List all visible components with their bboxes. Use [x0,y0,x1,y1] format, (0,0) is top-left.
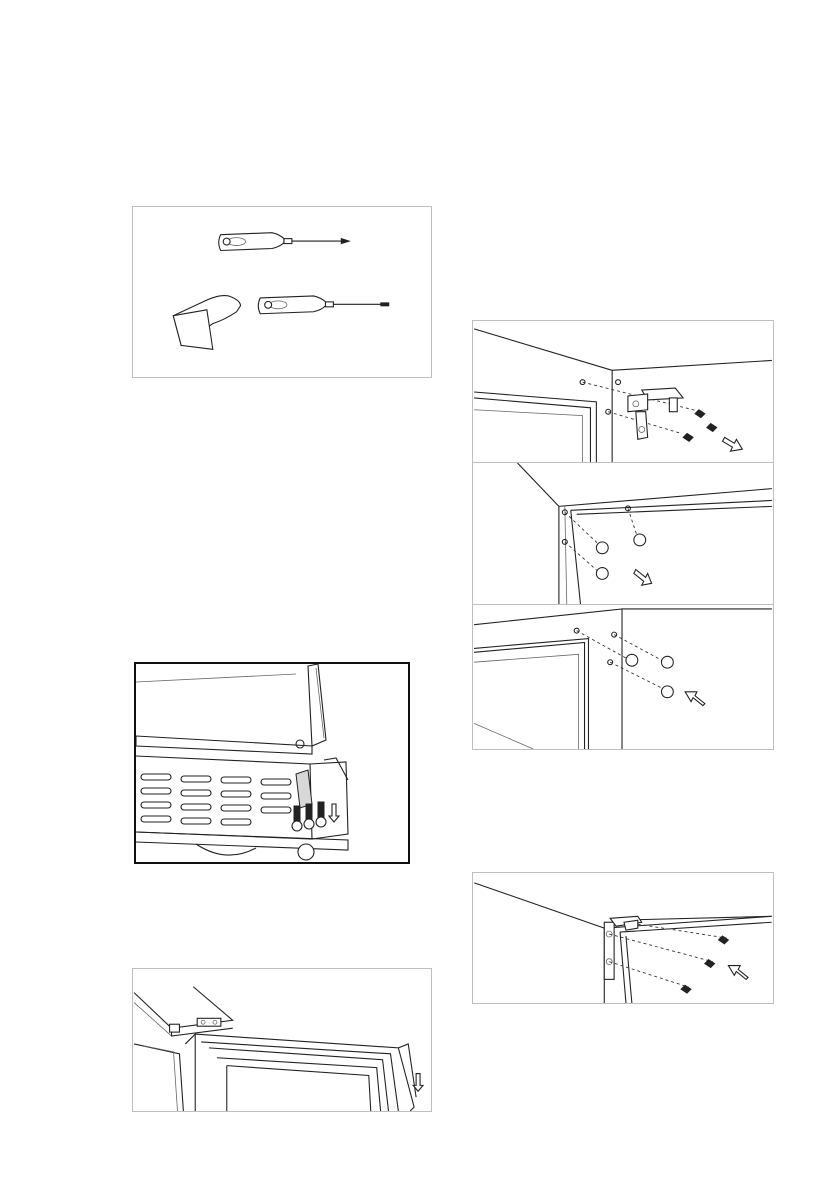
figure-plugs-insert [472,604,774,750]
screwdriver-icon [258,296,388,314]
figure-plugs-remove [472,462,774,606]
arrow-icon [728,966,748,980]
figure-door-remove [132,968,432,1112]
figure-hinge-detach [472,320,774,464]
arrow-icon [723,437,743,451]
down-arrow-icon [329,804,339,822]
screws [681,936,728,993]
hinge-bolts [292,802,326,831]
screwdriver-icon [219,233,349,251]
door-remove-illustration [133,969,431,1111]
vent-slots [141,774,291,825]
tools-illustration [133,207,431,377]
figure-tools [132,206,432,378]
hinge-bracket [628,388,683,439]
hinge-bolts-illustration [136,664,408,862]
hinge-detach-illustration [473,321,773,463]
plugs-remove-illustration [473,463,773,605]
cover-plugs [626,654,673,697]
arrow-icon [634,570,652,586]
arrow-icon [685,692,705,706]
screws [683,410,717,442]
scraper-icon [173,296,240,350]
figure-hinge-bolts [134,662,410,864]
figure-hinge-attach [472,872,774,1004]
plugs-insert-illustration [473,605,773,749]
hinge-attach-illustration [473,873,773,1003]
